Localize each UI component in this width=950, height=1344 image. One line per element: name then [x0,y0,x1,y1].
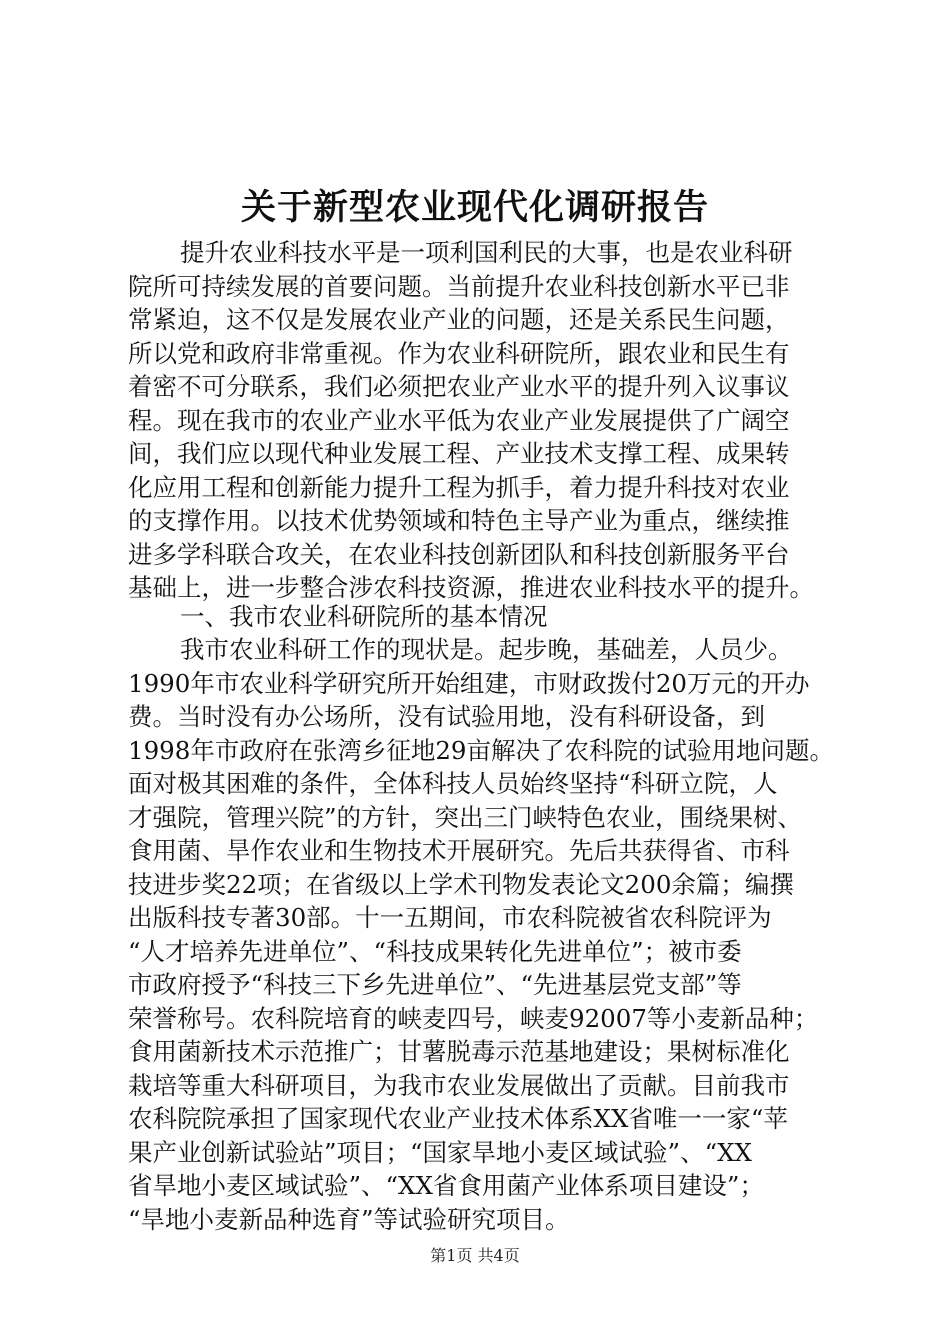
paragraph-line: 常紧迫，这不仅是发展农业产业的问题，还是关系民生问题， [128,305,790,334]
paragraph-line: 市政府授予“科技三下乡先进单位”、“先进基层党支部”等 [128,970,742,999]
paragraph-line: 我市农业科研工作的现状是。起步晚，基础差，人员少。 [180,635,793,664]
paragraph-line: 院所可持续发展的首要问题。当前提升农业科技创新水平已非 [128,271,790,301]
paragraph-line: 的支撑作用。以技术优势领域和特色主导产业为重点，继续推 [128,506,790,535]
paragraph-line: 进多学科联合攻关，在农业科技创新团队和科技创新服务平台 [128,539,790,569]
section-paragraph [128,633,858,1236]
paragraph-line: 食用菌新技术示范推广；甘薯脱毒示范基地建设；果树标准化 [128,1037,790,1066]
paragraph-line: 面对极其困难的条件，全体科技人员始终坚持“科研立院，人 [128,769,778,798]
paragraph-line: “旱地小麦新品种选育”等试验研究项目。 [128,1204,570,1234]
paragraph-line: 1990年市农业科学研究所开始组建，市财政拨付20万元的开办 [128,668,810,698]
page-footer: 第1页 共4页 [430,1246,520,1265]
paragraph-line: “人才培养先进单位”、“科技成果转化先进单位”；被市委 [128,936,742,966]
paragraph-line: 技进步奖22项；在省级以上学术刊物发表论文200余篇；编撰 [128,869,794,899]
paragraph-line: 所以党和政府非常重视。作为农业科研院所，跟农业和民生有 [128,338,790,368]
paragraph-line: 基础上，进一步整合涉农科技资源，推进农业科技水平的提升。 [128,573,814,602]
section-heading: 一、我市农业科研院所的基本情况 [180,602,548,631]
paragraph-line: 栽培等重大科研项目，为我市农业发展做出了贡献。目前我市 [128,1070,790,1100]
intro-paragraph [128,236,858,605]
paragraph-line: 农科院院承担了国家现代农业产业技术体系XX省唯一一家“苹 [128,1104,788,1133]
paragraph-line: 程。现在我市的农业产业水平低为农业产业发展提供了广阔空 [128,405,790,435]
paragraph-line: 食用菌、旱作农业和生物技术开展研究。先后共获得省、市科 [128,836,790,865]
paragraph-line: 提升农业科技水平是一项利国利民的大事，也是农业科研 [180,238,793,267]
paragraph-line: 荣誉称号。农科院培育的峡麦四号，峡麦92007等小麦新品种； [128,1003,819,1033]
paragraph-line: 间，我们应以现代种业发展工程、产业技术支撑工程、成果转 [128,439,790,468]
paragraph-line: 着密不可分联系，我们必须把农业产业水平的提升列入议事议 [128,372,790,401]
paragraph-line: 果产业创新试验站”项目；“国家旱地小麦区域试验”、“XX [128,1137,752,1167]
paragraph-line: 出版科技专著30部。十一五期间，市农科院被省农科院评为 [128,903,772,932]
paragraph-line: 1998年市政府在张湾乡征地29亩解决了农科院的试验用地问题。 [128,735,835,765]
document-title: 关于新型农业现代化调研报告 [240,187,709,228]
paragraph-line: 省旱地小麦区域试验”、“XX省食用菌产业体系项目建设”； [128,1171,764,1200]
paragraph-line: 费。当时没有办公场所，没有试验用地，没有科研设备，到 [128,702,765,731]
paragraph-line: 化应用工程和创新能力提升工程为抓手，着力提升科技对农业 [128,472,790,502]
paragraph-line: 才强院，管理兴院”的方针，突出三门峡特色农业，围绕果树、 [128,802,803,832]
